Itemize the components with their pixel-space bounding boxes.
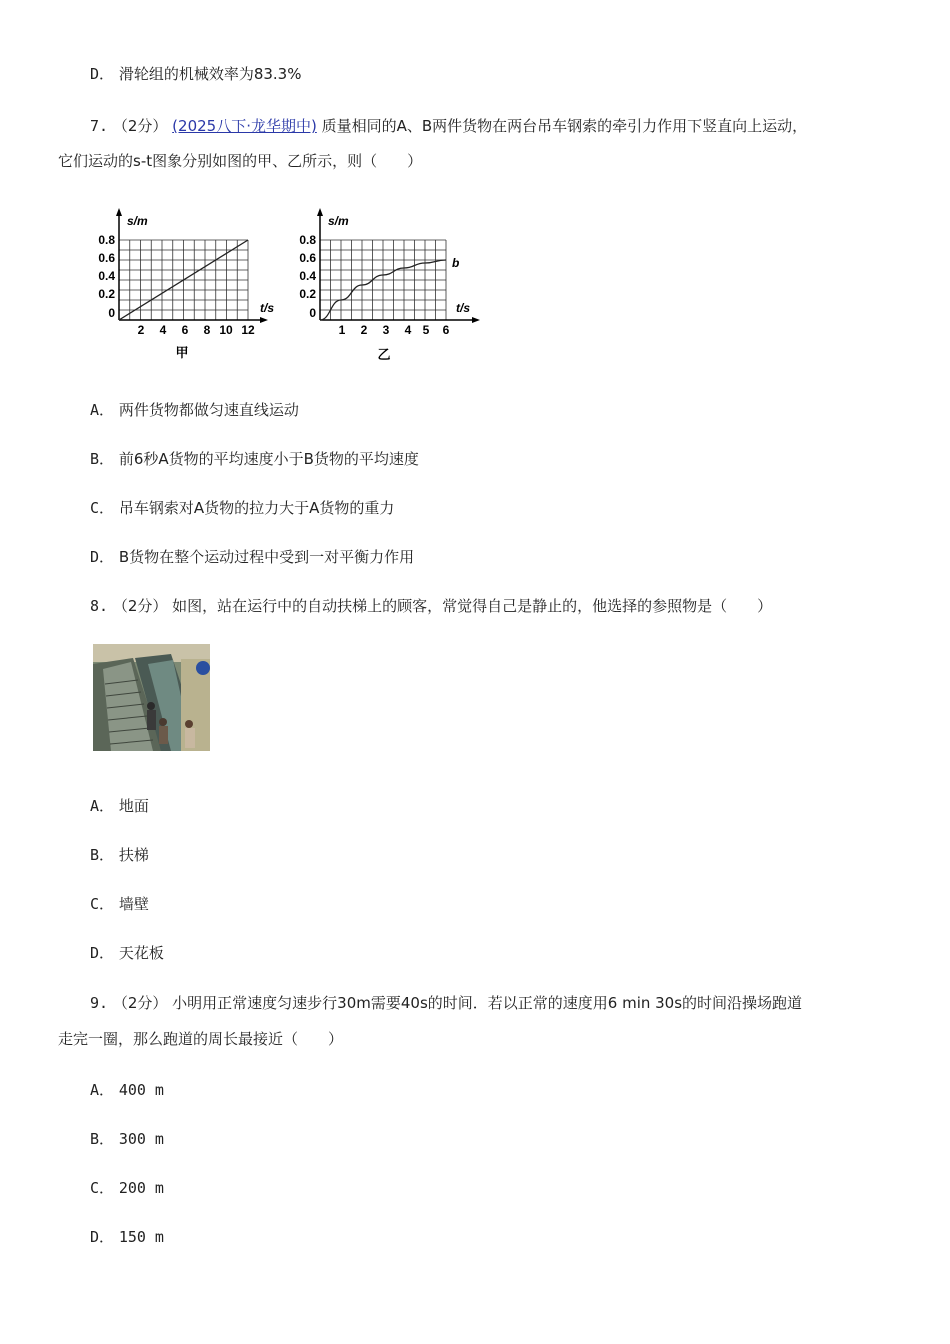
option-letter: A．: [90, 1081, 115, 1099]
x-tick-label: 10: [219, 323, 233, 337]
q7-option-c: [90, 497, 394, 519]
q9-option-c: [90, 1177, 164, 1199]
y-tick-label: 0.4: [98, 269, 115, 283]
option-text: 400 m: [118, 1081, 164, 1099]
y-tick-label: 0.2: [299, 287, 316, 301]
option-letter: D．: [90, 548, 115, 566]
y-tick-label: 0.6: [98, 251, 115, 265]
x-axis-arrow: [260, 317, 268, 323]
q8-option-a: [90, 795, 149, 817]
question-score: （2分）: [112, 117, 168, 135]
x-axis-label: t/s: [260, 301, 275, 315]
option-letter: A．: [90, 797, 115, 815]
option-letter: D．: [90, 944, 115, 962]
q8-option-c: [90, 893, 149, 915]
q9-option-d: [90, 1226, 164, 1248]
x-tick-label: 5: [422, 323, 430, 337]
x-tick-label: 4: [404, 323, 412, 337]
option-letter: D．: [90, 1228, 115, 1246]
option-text: 吊车钢索对A货物的拉力大于A货物的重力: [118, 499, 395, 517]
y-tick-label: 0.8: [98, 233, 115, 247]
chart-grid: [320, 240, 446, 320]
x-tick-label: 8: [203, 323, 211, 337]
question-stem: 如图，站在运行中的自动扶梯上的顾客，常觉得自己是静止的，他选择的参照物是（ ）: [172, 597, 773, 615]
y-axis-arrow: [317, 208, 323, 216]
question-score: （2分）: [112, 994, 168, 1012]
option-letter: C．: [90, 499, 115, 517]
option-text: 前6秒A货物的平均速度小于B货物的平均速度: [118, 450, 419, 468]
x-tick-label: 4: [159, 323, 167, 337]
q7-stem-line2: 它们运动的s-t图象分别如图的甲、乙所示，则（ ）: [58, 152, 423, 170]
x-axis-arrow: [472, 317, 480, 323]
x-axis-label: t/s: [456, 301, 471, 315]
option-text: 地面: [118, 797, 149, 815]
option-text: 天花板: [118, 944, 164, 962]
q9-option-a: [90, 1079, 164, 1101]
curve-label: b: [452, 256, 460, 270]
q7-option-b: [90, 448, 419, 470]
question-stem: 小明用正常速度匀速步行30m需要40s的时间．若以正常的速度用6 min 30s的时间沿操场跑道: [172, 994, 803, 1012]
option-text: B货物在整个运动过程中受到一对平衡力作用: [118, 548, 415, 566]
y-axis-arrow: [116, 208, 122, 216]
question-score: （2分）: [112, 597, 168, 615]
q8-option-b: [90, 844, 149, 866]
y-axis-label: s/m: [127, 214, 148, 228]
question-number: 7.: [90, 117, 109, 135]
q7-option-a: [90, 399, 299, 421]
option-letter: C．: [90, 895, 115, 913]
q8-stem: [90, 595, 772, 617]
x-tick-label: 3: [382, 323, 390, 337]
x-tick-label: 2: [360, 323, 368, 337]
q8-option-d: [90, 942, 164, 964]
option-letter: B．: [90, 450, 115, 468]
option-letter: D．: [90, 65, 115, 83]
escalator-photo: [93, 644, 210, 751]
x-tick-label: 6: [442, 323, 450, 337]
option-text: 滑轮组的机械效率为83.3%: [118, 65, 302, 83]
escalator-image: [93, 644, 210, 751]
x-tick-label: 6: [181, 323, 189, 337]
option-letter: B．: [90, 846, 115, 864]
option-text: 两件货物都做匀速直线运动: [118, 401, 299, 419]
x-tick-label: 12: [241, 323, 255, 337]
option-letter: A．: [90, 401, 115, 419]
question-number: 9.: [90, 994, 109, 1012]
option-letter: C．: [90, 1179, 115, 1197]
y-tick-label: 0.4: [299, 269, 316, 283]
y-tick-label: 0: [108, 306, 115, 320]
q7-figure-right: [290, 208, 490, 368]
q7-stem-line1: [90, 115, 807, 137]
y-axis-label: s/m: [328, 214, 349, 228]
option-text: 200 m: [118, 1179, 164, 1197]
q7-option-d: [90, 546, 414, 568]
option-text: 300 m: [118, 1130, 164, 1148]
q7-figure-left: [92, 208, 292, 368]
x-tick-label: 2: [137, 323, 145, 337]
question-number: 8.: [90, 597, 109, 615]
q9-option-b: [90, 1128, 164, 1150]
q9-stem-line1: [90, 992, 802, 1014]
option-letter: B．: [90, 1130, 115, 1148]
option-text: 墙壁: [118, 895, 149, 913]
question-stem: 质量相同的A、B两件货物在两台吊车钢索的牵引力作用下竖直向上运动，: [321, 117, 808, 135]
option-text: 150 m: [118, 1228, 164, 1246]
figure-caption: 乙: [377, 347, 391, 362]
q6-option-d: [90, 63, 301, 85]
x-tick-label: 1: [338, 323, 346, 337]
y-tick-label: 0.8: [299, 233, 316, 247]
figure-caption: 甲: [175, 345, 189, 360]
q9-stem-line2: 走完一圈，那么跑道的周长最接近（ ）: [58, 1030, 344, 1048]
option-text: 扶梯: [118, 846, 149, 864]
y-tick-label: 0: [309, 306, 316, 320]
y-tick-label: 0.2: [98, 287, 115, 301]
question-source-link[interactable]: (2025八下·龙华期中): [172, 117, 317, 135]
y-tick-label: 0.6: [299, 251, 316, 265]
